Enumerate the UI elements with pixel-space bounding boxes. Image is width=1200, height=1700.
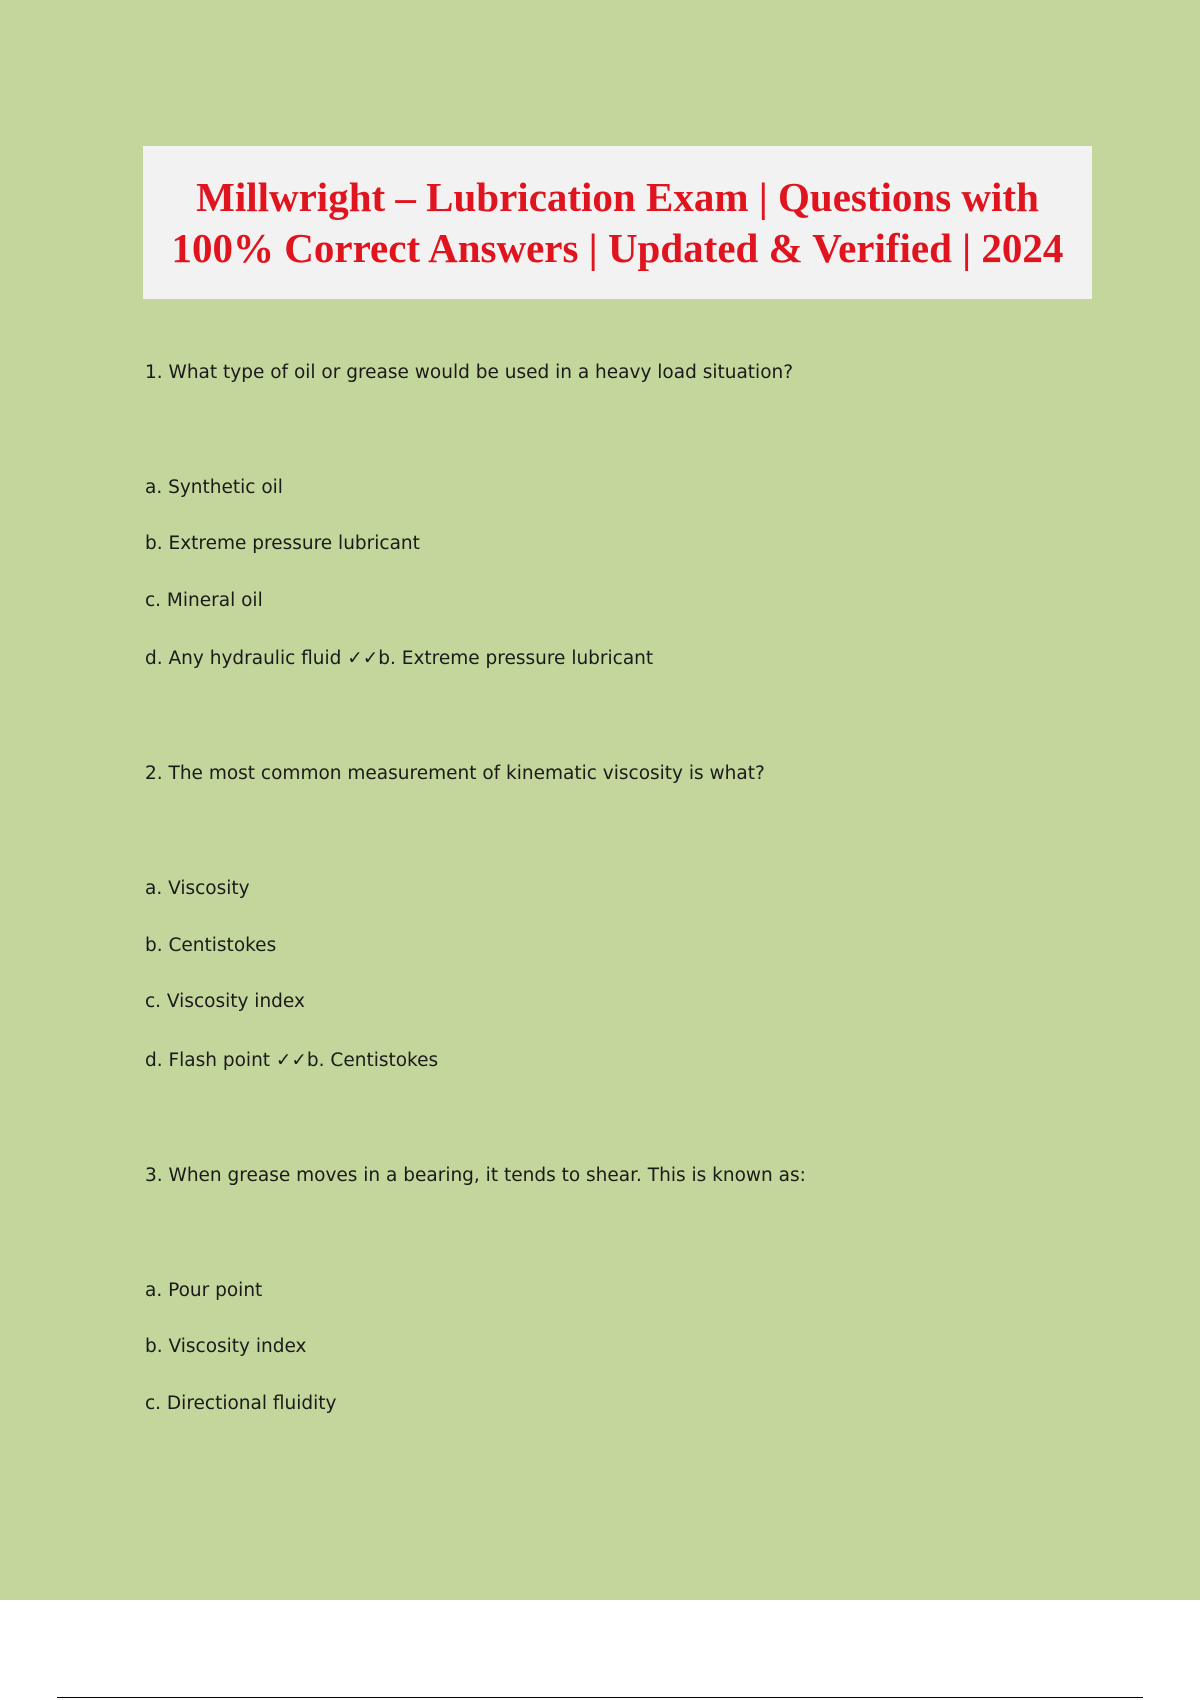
question-2-option-b: b. Centistokes <box>145 935 277 956</box>
document-title: Millwright – Lubrication Exam | Questions with 100% Correct Answers | Updated & Verified | 2024 <box>171 173 1064 271</box>
question-2-prompt: 2. The most common measurement of kinematic viscosity is what? <box>145 763 765 784</box>
question-2-option-d-with-answer: d. Flash point ✓✓b. Centistokes <box>145 1050 439 1071</box>
question-1-prompt: 1. What type of oil or grease would be used in a heavy load situation? <box>145 362 794 383</box>
footer-divider <box>57 1697 1143 1698</box>
question-3-option-c: c. Directional fluidity <box>145 1393 337 1414</box>
question-3-option-a: a. Pour point <box>145 1280 263 1301</box>
question-2-option-c: c. Viscosity index <box>145 991 305 1012</box>
question-2-option-a: a. Viscosity <box>145 878 250 899</box>
question-3-prompt: 3. When grease moves in a bearing, it tends to shear. This is known as: <box>145 1165 806 1186</box>
question-1-option-b: b. Extreme pressure lubricant <box>145 533 420 554</box>
question-1-option-c: c. Mineral oil <box>145 590 263 611</box>
question-1-option-a: a. Synthetic oil <box>145 477 283 498</box>
question-3-option-b: b. Viscosity index <box>145 1336 307 1357</box>
title-banner <box>143 146 1092 299</box>
question-1-option-d-with-answer: d. Any hydraulic fluid ✓✓b. Extreme pressure lubricant <box>145 648 654 669</box>
